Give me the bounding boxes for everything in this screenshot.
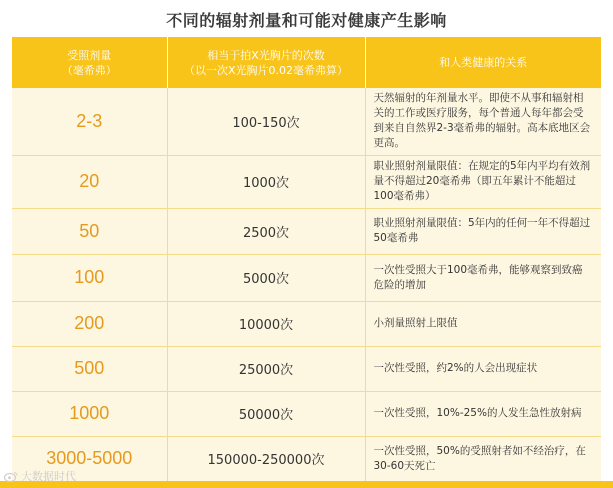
dose-cell: 3000-5000 [12,436,167,481]
effect-cell: 职业照射剂量限值：在规定的5年内平均有效剂量不得超过20毫希弗（即五年累计不能超过100毫希弗） [373,160,591,202]
effect-cell: 一次性受照，50%的受照射者如不经治疗，在30-60天死亡 [373,444,586,472]
count-cell: 5000次 [167,254,365,301]
effect-cell: 天然辐射的年剂量水平。即使不从事和辐射相关的工作或医疗服务，每个普通人每年都会受到来自自然界2-3毫希弗的辐射。高本底地区会更高。 [373,92,591,150]
count-cell: 25000次 [167,346,365,391]
dose-cell: 50 [12,208,167,254]
table-row [12,346,601,391]
dose-cell: 100 [12,254,167,301]
header-dose [12,37,167,88]
dose-cell: 1000 [12,391,167,436]
table-header-row [12,37,601,88]
header-count-line-2: （以一次X光胸片0.02毫希弗算） [183,63,349,77]
effect-cell: 小剂量照射上限值 [373,317,458,329]
count-cell: 100-150次 [167,88,365,155]
header-xray-count [167,37,365,88]
header-dose-line-1: 受照剂量 [67,48,112,62]
dose-cell: 200 [12,301,167,346]
count-cell: 1000次 [167,155,365,208]
table-row [12,301,601,346]
dose-cell: 2-3 [12,88,167,155]
dose-cell: 500 [12,346,167,391]
count-cell: 2500次 [167,208,365,254]
weibo-icon [4,471,18,482]
table-row [12,88,601,155]
table-row [12,391,601,436]
table-row [12,155,601,208]
effect-cell: 一次性受照，10%-25%的人发生急性放射病 [373,407,582,419]
watermark-text: 大数据时代 [21,470,76,483]
table-row [12,436,601,481]
dose-cell: 20 [12,155,167,208]
count-cell: 50000次 [167,391,365,436]
header-dose-line-2: （毫希弗） [61,63,117,77]
effect-cell: 职业照射剂量限值：5年内的任何一年不得超过50毫希弗 [373,217,591,244]
bottom-accent-bar [0,481,613,488]
page-title: 不同的辐射剂量和可能对健康产生影响 [166,11,447,30]
table-row [12,208,601,254]
effect-cell: 一次性受照大于100毫希弗，能够观察到致癌危险的增加 [373,263,583,291]
watermark [4,468,76,484]
count-cell: 10000次 [167,301,365,346]
count-cell: 150000-250000次 [167,436,365,481]
header-count-line-1: 相当于拍X光胸片的次数 [207,48,325,62]
radiation-dose-table [12,37,601,481]
effect-cell: 一次性受照，约2%的人会出现症状 [373,362,538,374]
header-health-relation: 和人类健康的关系 [439,56,528,69]
table-row [12,254,601,301]
